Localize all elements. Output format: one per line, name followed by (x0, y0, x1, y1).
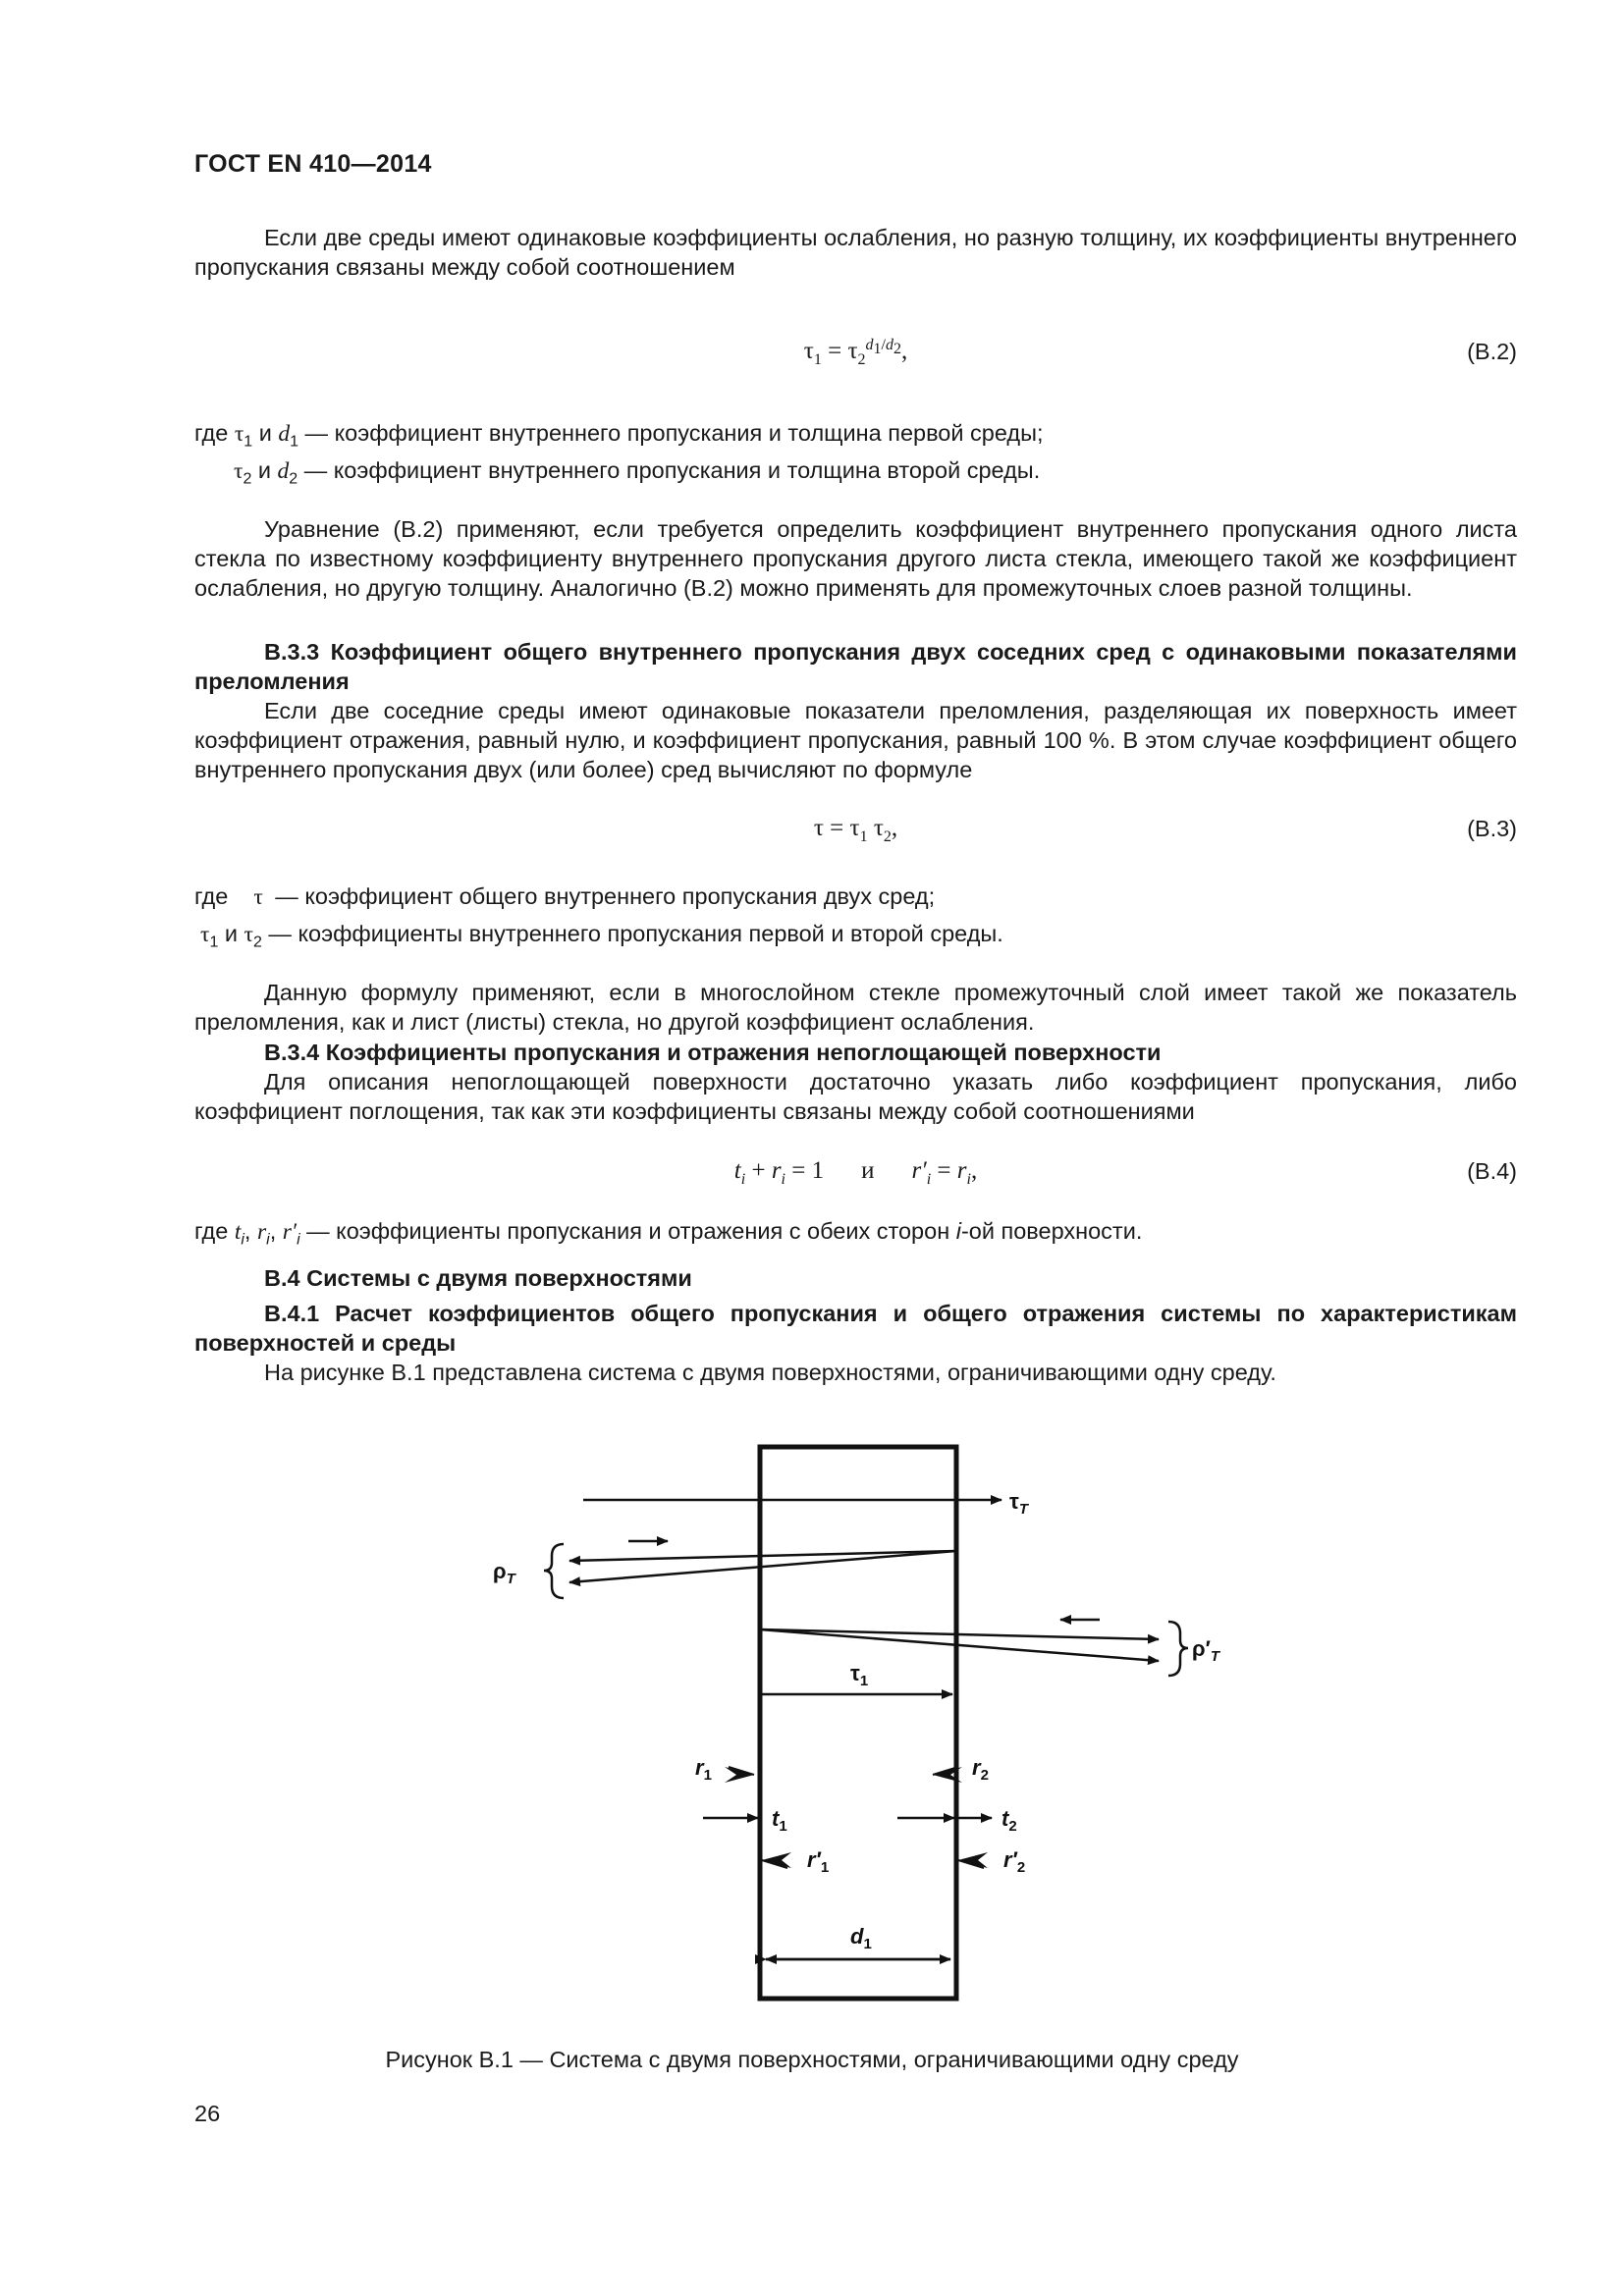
paragraph-intro: Если две среды имеют одинаковые коэффициенты ослабления, но разную толщину, их коэффициенты внутреннего пропускания связаны между собой соотношением (194, 225, 1517, 280)
formula-b4-number: (B.4) (1467, 1158, 1517, 1184)
formula-b2-expression: $\tau_1 = \tau_2^{d_1/d_2}$, (803, 336, 908, 368)
page-number: 26 (194, 2101, 221, 2126)
label-t2: $t_2$ (1001, 1806, 1017, 1835)
heading-b34: B.3.4 Коэффициенты пропускания и отражения непоглощающей поверхности (264, 1040, 1162, 1065)
brace-rho-t (544, 1544, 564, 1598)
label-rho-t-prime: $\rho'_T$ (1192, 1636, 1220, 1665)
heading-b41: B.4.1 Расчет коэффициентов общего пропускания и общего отражения системы по характеристикам поверхностей и среды (194, 1301, 1517, 1356)
where-b2-line1: где $\tau_1$ и $d_1$ — коэффициент внутреннего пропускания и толщина первой среды; (194, 420, 1044, 451)
paragraph-b2-usage: Уравнение (B.2) применяют, если требуется определить коэффициент внутреннего пропускания одного листа стекла по известному коэффициенту внутреннего пропускания другого листа стекла, имеющего такой же коэффициент ослабления, но другую толщину. Аналогично (B.2) можно применять для промежуточных слоев разной толщины. (194, 516, 1517, 601)
paragraph-b3-usage: Данную формулу применяют, если в многослойном стекле промежуточный слой имеет такой же показатель преломления, как и лист (листы) стекла, но другой коэффициент ослабления. (194, 980, 1517, 1035)
formula-b3 (194, 814, 1517, 853)
label-r1-prime: $r'_1$ (807, 1847, 830, 1876)
label-d1: $d_1$ (850, 1924, 872, 1952)
label-t1: $t_1$ (772, 1806, 787, 1835)
formula-b4-expression: $t_i + r_i = 1$ и $r'_i = r_i$, (733, 1157, 978, 1188)
where-b3-line1: где τ — коэффициент общего внутреннего пропускания двух сред; (194, 883, 936, 910)
where-b3-line2: $\tau_1$ и $\tau_2$ — коэффициенты внутреннего пропускания первой и второй среды. (200, 921, 1003, 951)
label-tau1: $\tau_1$ (850, 1661, 869, 1689)
heading-b4: B.4 Системы с двумя поверхностями (264, 1265, 692, 1291)
formula-b3-number: (B.3) (1467, 816, 1517, 841)
figure-caption: Рисунок B.1 — Система с двумя поверхностями, ограничивающими одну среду (385, 2047, 1239, 2072)
label-rho-t: $\rho_T$ (493, 1559, 515, 1587)
label-r1: $r_1$ (695, 1755, 712, 1784)
paragraph-b33: Если две соседние среды имеют одинаковые показатели преломления, разделяющая их поверхность имеет коэффициент отражения, равный нулю, и коэффициент пропускания, равный 100 %. В этом случае коэффициент общего внутреннего пропускания двух (или более) сред вычисляют по формуле (194, 698, 1517, 782)
figure-b1-diagram (471, 1414, 1276, 2032)
brace-rho-t-prime (1168, 1622, 1188, 1676)
figure-b1 (471, 1414, 1276, 2032)
paragraph-figure-intro: На рисунке B.1 представлена система с двумя поверхностями, ограничивающими одну среду. (264, 1360, 1276, 1385)
paragraph-b34: Для описания непоглощающей поверхности достаточно указать либо коэффициент пропускания, либо коэффициент поглощения, так как эти коэффициенты связаны между собой соотношениями (194, 1069, 1517, 1124)
medium-slab (760, 1447, 956, 1999)
label-tau-t: $\tau_T$ (1009, 1489, 1028, 1518)
where-b4-line1: где $t_i$, $r_i$, $r'_i$ — коэффициенты пропускания и отражения с обеих сторон i-ой поверхности. (194, 1218, 1143, 1249)
formula-b4 (194, 1156, 1517, 1196)
where-b2-line2: $\tau_2$ и $d_2$ — коэффициент внутреннего пропускания и толщина второй среды. (234, 457, 1041, 488)
where-b4 (194, 1216, 1517, 1247)
where-b2 (194, 418, 1517, 486)
heading-b33: B.3.3 Коэффициент общего внутреннего пропускания двух соседних сред с одинаковыми показателями преломления (194, 639, 1517, 694)
running-header: ГОСТ EN 410—2014 (194, 150, 432, 178)
formula-b2 (194, 337, 1517, 376)
formula-b3-expression: $\tau = \tau_1$ $\tau_2$, (813, 815, 898, 845)
label-r2-prime: $r'_2$ (1003, 1847, 1026, 1876)
formula-b2-number: (B.2) (1467, 339, 1517, 364)
label-r2: $r_2$ (972, 1755, 989, 1784)
where-b3 (194, 881, 1517, 949)
